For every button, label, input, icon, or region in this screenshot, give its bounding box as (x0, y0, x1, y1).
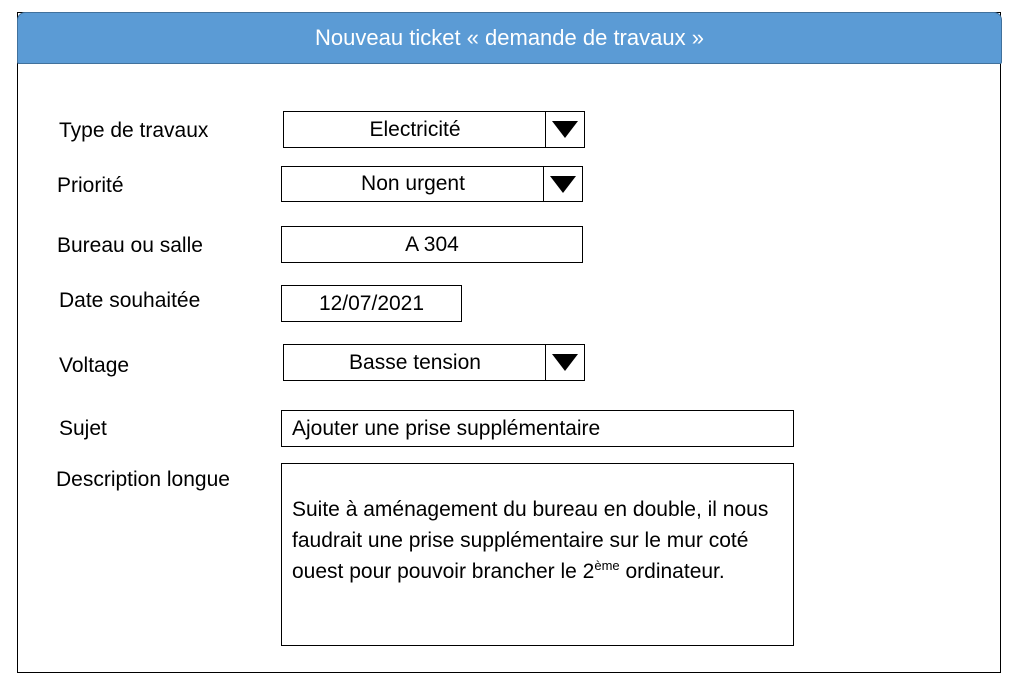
voltage-value: Basse tension (349, 350, 481, 374)
sujet-value: Ajouter une prise supplémentaire (292, 416, 601, 440)
window-title: Nouveau ticket « demande de travaux » (315, 25, 704, 50)
chevron-down-icon (552, 354, 578, 371)
voltage-select[interactable] (283, 344, 585, 381)
voltage-label: Voltage (59, 354, 130, 377)
priorite-label: Priorité (57, 174, 124, 197)
bureau-value: A 304 (405, 232, 459, 256)
date-label: Date souhaitée (59, 289, 201, 312)
type-travaux-label: Type de travaux (59, 119, 209, 142)
description-label: Description longue (56, 468, 230, 491)
voltage-dropdown-button[interactable] (545, 345, 584, 380)
description-superscript: ème (594, 558, 620, 573)
type-travaux-dropdown-button[interactable] (545, 112, 584, 147)
date-value: 12/07/2021 (318, 291, 425, 315)
type-travaux-value: Electricité (369, 117, 461, 141)
priorite-value: Non urgent (361, 172, 465, 195)
description-text: Suite à aménagement du bureau en double, il nous faudrait une prise supplémentaire sur le mur coté ouest pour pouvoir brancher le 2 (292, 498, 769, 583)
bureau-label: Bureau ou salle (57, 234, 203, 257)
date-input[interactable] (281, 285, 462, 322)
window-title-bar (17, 12, 1002, 64)
sujet-input[interactable] (281, 410, 794, 447)
type-travaux-select[interactable] (283, 111, 585, 148)
description-textarea[interactable] (281, 463, 794, 646)
sujet-label: Sujet (59, 417, 107, 440)
description-text-end: ordinateur. (619, 560, 725, 583)
bureau-input[interactable] (281, 226, 583, 263)
priorite-select[interactable] (281, 166, 583, 202)
priorite-dropdown-button[interactable] (543, 167, 582, 201)
chevron-down-icon (550, 176, 576, 193)
chevron-down-icon (552, 121, 578, 138)
